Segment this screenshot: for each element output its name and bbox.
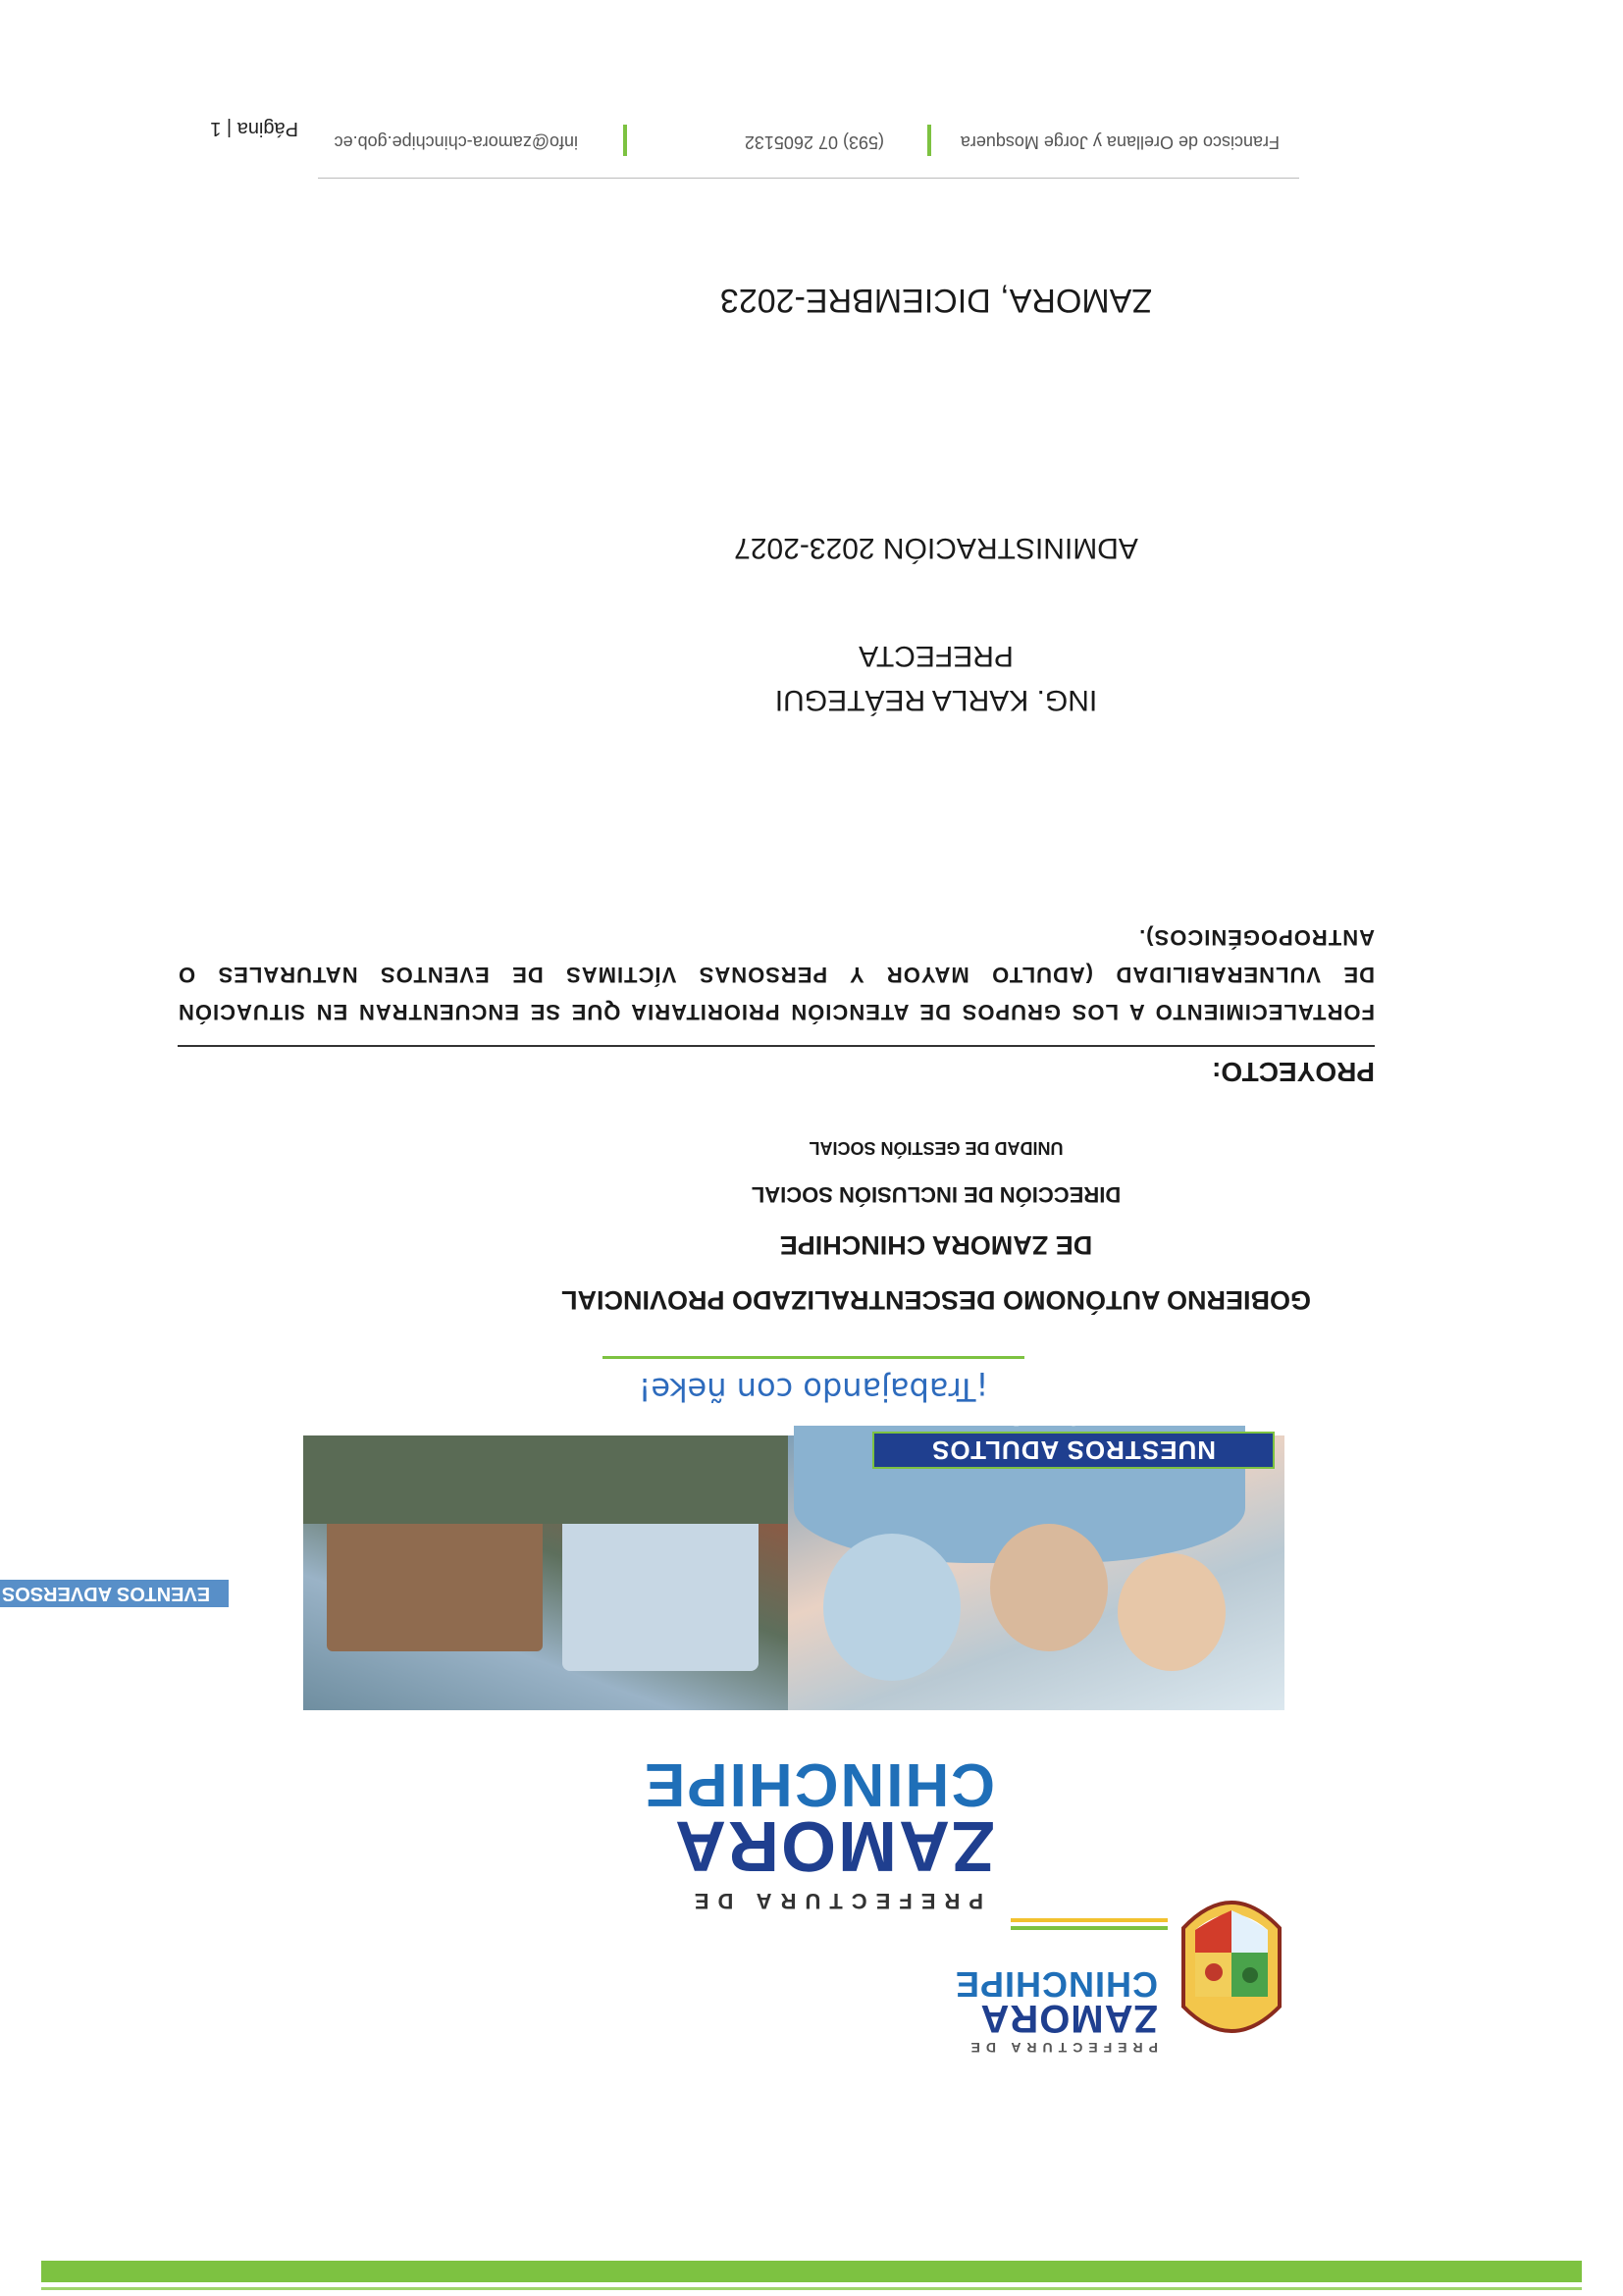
header-brand-chinchipe: CHINCHIPE <box>954 1964 1158 2005</box>
banner-adultos-mayores: NUESTROS ADULTOS MAYORES <box>872 1432 1275 1469</box>
footer-separator <box>623 125 627 156</box>
administration-period: ADMINISTRACIÓN 2023-2027 <box>734 532 1138 564</box>
project-rule <box>178 1045 1375 1047</box>
org-line-1: GOBIERNO AUTÓNOMO DESCENTRALIZADO PROVINCIAL <box>561 1285 1312 1315</box>
footer-address: Francisco de Orellana y Jorge Mosquera <box>960 132 1280 152</box>
slogan-underline <box>602 1356 1024 1359</box>
footer-email: info@zamora-chinchipe.gob.ec <box>334 132 578 152</box>
header-brand-zamora: ZAMORA <box>979 1997 1158 2040</box>
footer-phone: (593) 07 2605132 <box>744 132 884 152</box>
authority-position: PREFECTA <box>859 640 1014 672</box>
footer <box>318 123 1299 152</box>
authority-name: ING. KARLA REÁTEGUI <box>774 684 1098 716</box>
photo-collage <box>1 1402 1284 1710</box>
project-title: FORTALECIMIENTO A LOS GRUPOS DE ATENCIÓN PRIORITARIA QUE SE ENCUENTRAN EN SITUACIÓN DE VULNERABILIDAD (ADULTO MAYOR Y PERSONAS VÍCTIMAS DE EVENTOS NATURALES O ANTROPOGÉNICOS). <box>178 925 1375 1024</box>
coat-of-arms-icon <box>1174 1877 1289 2046</box>
slogan: ¡Trabajando con ñeke! <box>638 1371 989 1408</box>
org-line-3: DIRECCIÓN DE INCLUSIÓN SOCIAL <box>751 1182 1122 1207</box>
org-line-4: UNIDAD DE GESTIÓN SOCIAL <box>809 1138 1064 1158</box>
banner-eventos-adversos: EVENTOS ADVERSOS <box>0 1580 229 1607</box>
cover-brand-logo <box>583 1750 995 1913</box>
top-green-bar <box>41 2261 1582 2282</box>
header-brand-prefix: PREFECTURA DE <box>965 2040 1158 2056</box>
project-label: PROYECTO: <box>1212 1057 1375 1087</box>
header-green-rule <box>1011 1926 1168 1930</box>
header-brand-logo <box>883 1964 1158 2056</box>
adverse-events-photo <box>1 1435 788 1710</box>
footer-rule <box>318 178 1299 179</box>
elderly-photo <box>788 1402 1284 1710</box>
footer-separator <box>927 125 931 156</box>
cover-brand-zamora: ZAMORA <box>673 1806 995 1885</box>
org-line-2: DE ZAMORA CHINCHIPE <box>779 1230 1093 1260</box>
header-yellow-rule <box>1011 1918 1168 1922</box>
place-date: ZAMORA, DICIEMBRE-2023 <box>719 282 1153 319</box>
page-number: Página | 1 <box>210 118 298 139</box>
cover-brand-chinchipe: CHINCHIPE <box>642 1750 995 1818</box>
cover-brand-prefix: PREFECTURA DE <box>685 1889 983 1913</box>
